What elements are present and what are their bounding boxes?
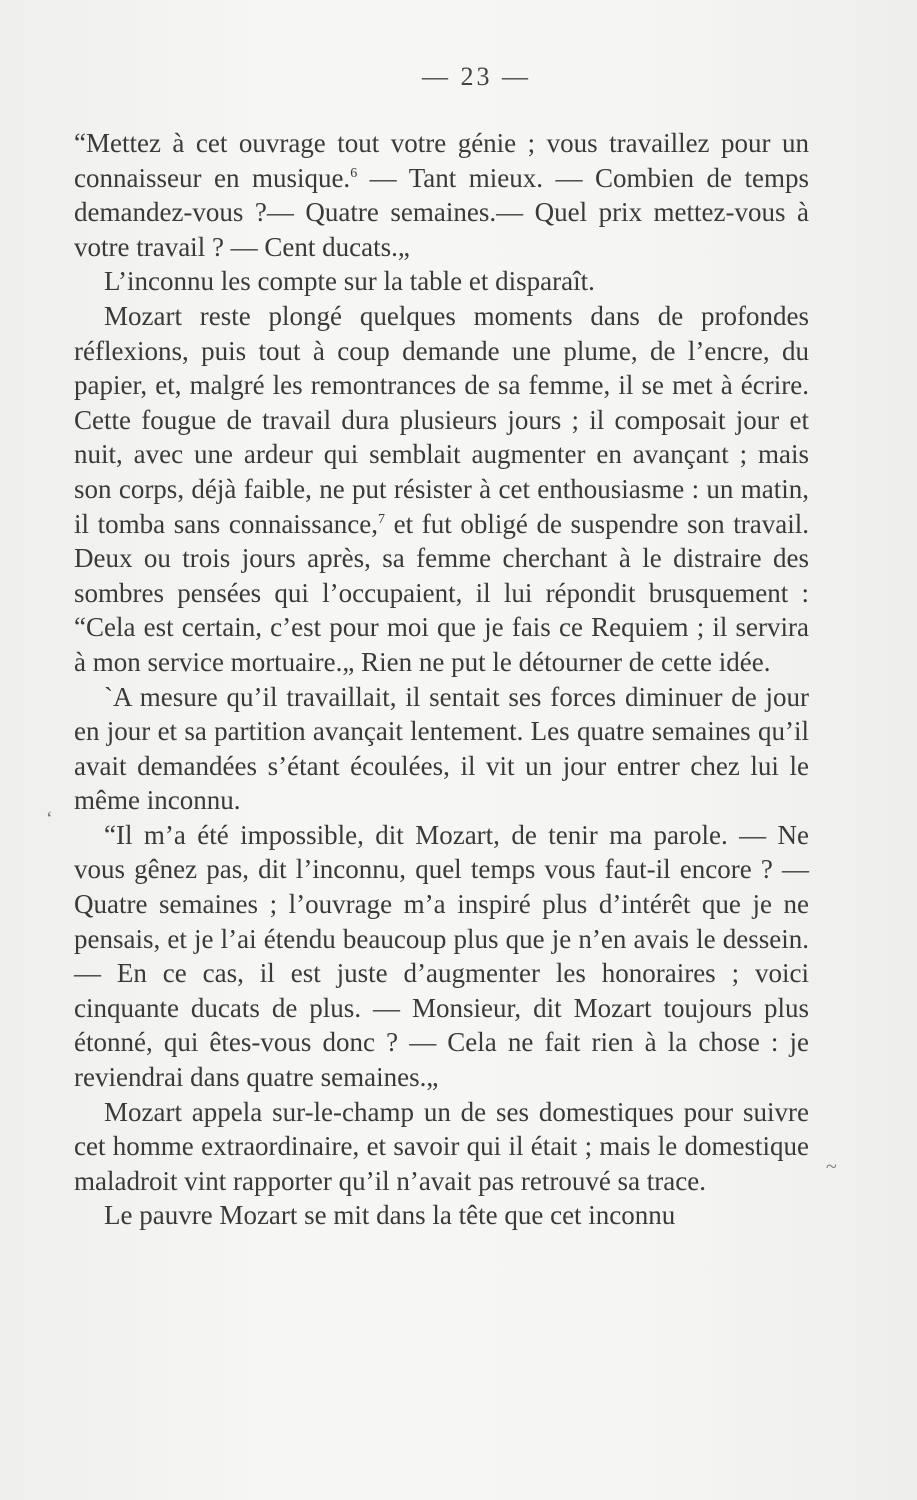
paragraph-7: Le pauvre Mozart se mit dans la tête que cet inconnu — [104, 1200, 676, 1231]
margin-mark-left: ʻ — [46, 808, 53, 830]
paragraph-6: Mozart appela sur-le-champ un de ses domestiques pour suivre cet homme extraordinaire, et savoir qui il était ; mais le domestique maladroit vint rapporter qu’il n’avait pas retrouvé sa trace. — [74, 1096, 809, 1196]
paragraph-3-text: Mozart reste plongé quelques moments dans de profondes réflexions, puis tout à coup demande une plume, de l’encre, du papier, et, malgré les remontrances de sa femme, il se met à écrire. Cette fougue de travail dura plusieurs jours ; il composait jour et nuit, avec une ardeur qui semblait augmenter en avançant ; mais son corps, déjà faible, ne put résister à cet enthousiasme : un matin, il tomba sans connaissance, — [74, 300, 809, 539]
paragraph-1-tail: — Tant mieux. — Combien de temps demandez-vous ?— Quatre semaines.— Quel prix mettez-vous à votre travail ? — Cent ducats.„ — [74, 162, 809, 262]
paragraph-3-tail: et fut obligé de suspendre son travail. Deux ou trois jours après, sa femme cherchant à le distraire des sombres pensées qui l’occupaient, il lui répondit brusquement : “Cela est certain, c’est pour moi que je fais ce Requiem ; il servira à mon service mortuaire.„ Rien ne put le détourner de cette idée. — [74, 508, 809, 677]
page-number: — 23 — — [422, 62, 531, 91]
footnote-marker-6: 6 — [350, 165, 358, 181]
page-body — [74, 126, 809, 1233]
paragraph-1 — [74, 126, 809, 264]
margin-mark-right: ~ — [826, 1156, 837, 1178]
paragraph-4: `A mesure qu’il travaillait, il sentait ses forces diminuer de jour en jour et sa partition avançait lentement. Les quatre semaines qu’il avait demandées s’étant écoulées, il vit un jour entrer chez lui le même inconnu. — [74, 681, 809, 816]
paragraph-1-text: “Mettez à cet ouvrage tout votre génie ; vous travaillez pour un connaisseur en musique. — [74, 128, 809, 193]
footnote-marker-7: 7 — [378, 511, 386, 527]
paragraph-2: L’inconnu les compte sur la table et disparaît. — [104, 266, 595, 297]
paragraph-3 — [74, 299, 809, 680]
paragraph-5: “Il m’a été impossible, dit Mozart, de tenir ma parole. — Ne vous gênez pas, dit l’inconnu, quel temps vous faut-il encore ? — Quatre semaines ; l’ouvrage m’a inspiré plus d’intérêt que je ne pensais, et je l’ai étendu beaucoup plus que je n’en avais le dessein. — En ce cas, il est juste d’augmenter les honoraires ; voici cinquante ducats de plus. — Monsieur, dit Mozart toujours plus étonné, qui êtes-vous donc ? — Cela ne fait rien à la chose : je reviendrai dans quatre semaines.„ — [74, 819, 809, 1093]
